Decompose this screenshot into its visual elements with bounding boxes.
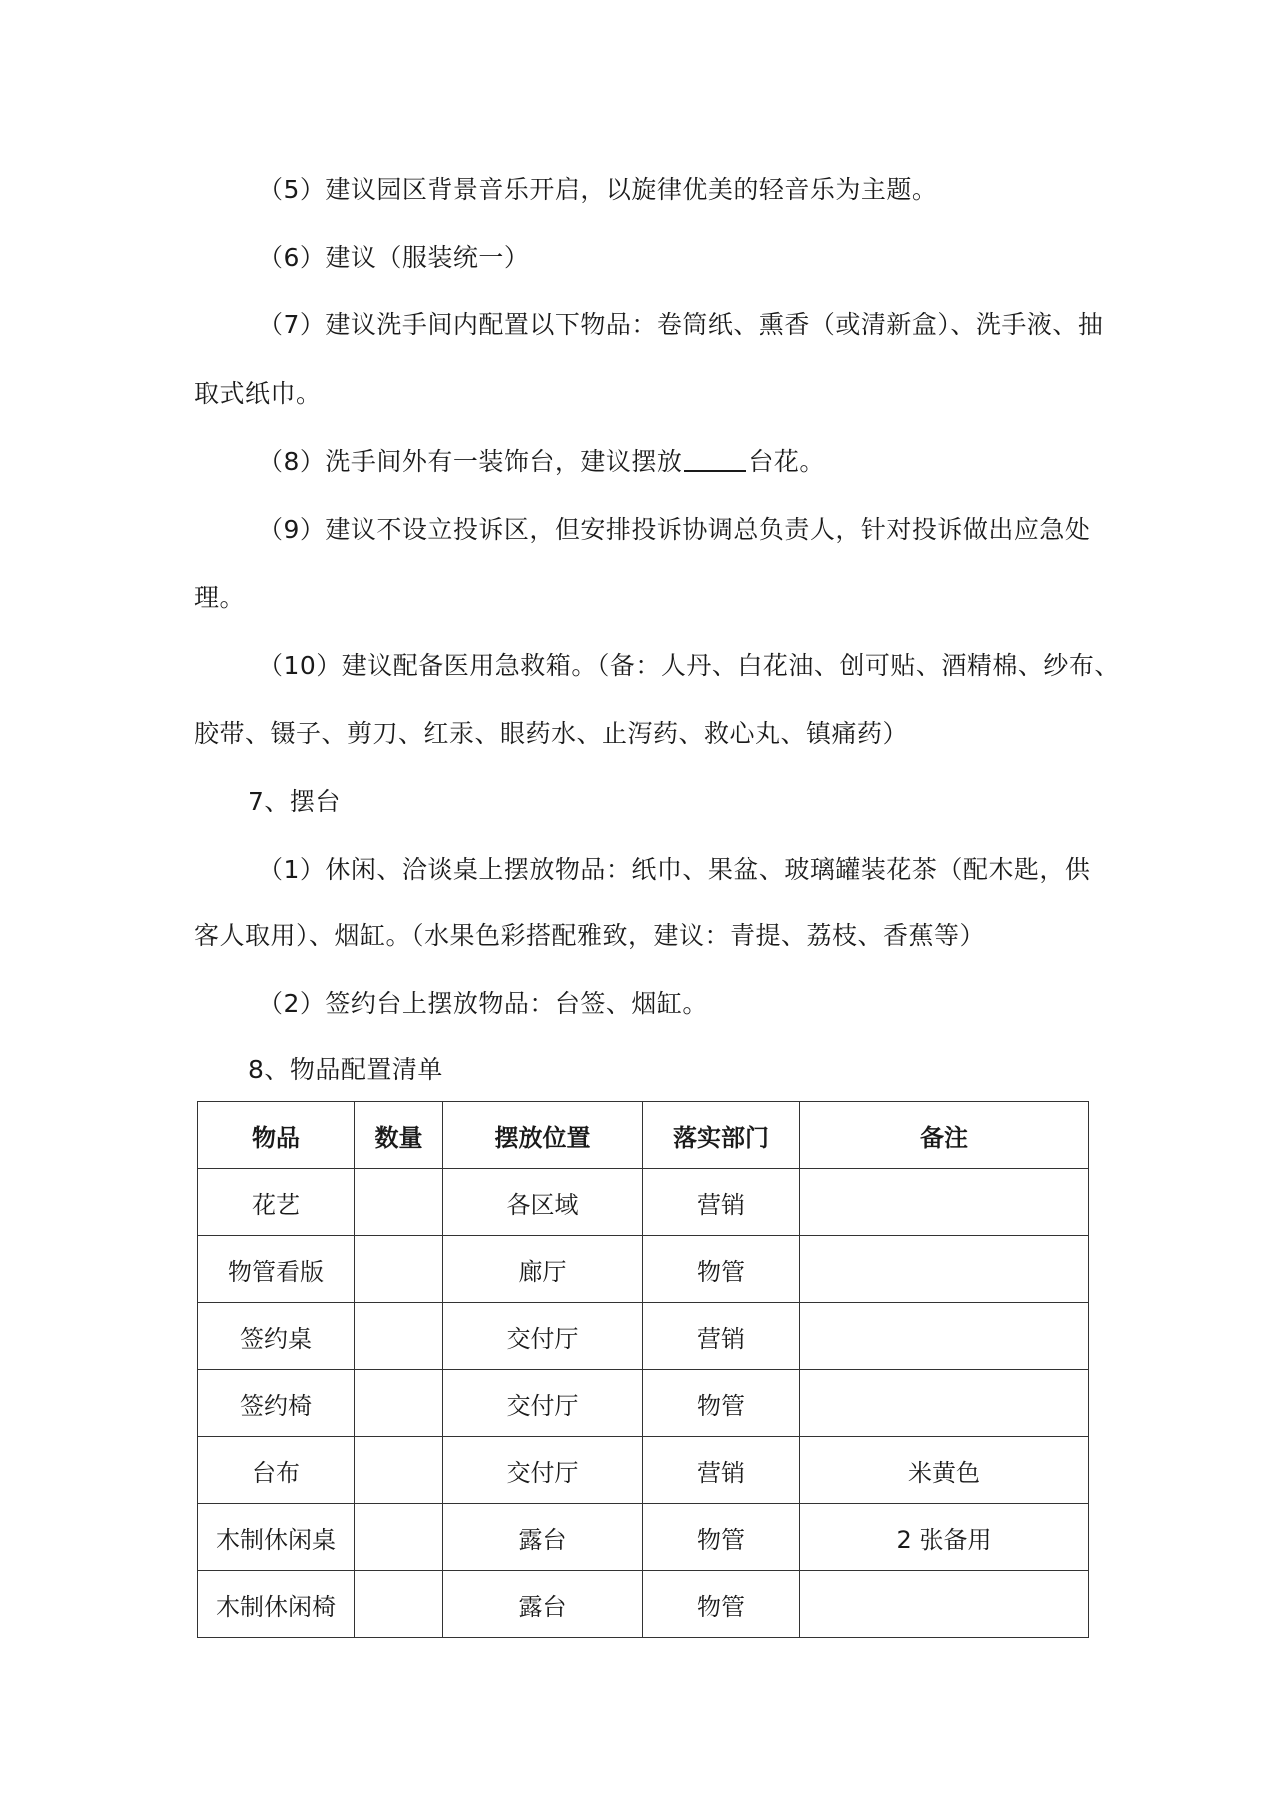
cell-remarks: 米黄色 bbox=[800, 1437, 1089, 1504]
cell-department: 物管 bbox=[643, 1504, 800, 1571]
header-item: 物品 bbox=[198, 1102, 355, 1169]
table-row bbox=[198, 1169, 1089, 1236]
section-7-heading: 7、摆台 bbox=[248, 787, 341, 816]
cell-department: 物管 bbox=[643, 1370, 800, 1437]
cell-item: 木制休闲椅 bbox=[198, 1571, 355, 1638]
section-7-item-1-line-2: 客人取用）、烟缸。（水果色彩搭配雅致，建议：青提、荔枝、香蕉等） bbox=[194, 921, 986, 950]
table-row bbox=[198, 1236, 1089, 1303]
table-row bbox=[198, 1571, 1089, 1638]
table-row bbox=[198, 1437, 1089, 1504]
paragraph-9-line-2: 理。 bbox=[194, 583, 246, 612]
cell-quantity bbox=[355, 1236, 443, 1303]
table-row bbox=[198, 1504, 1089, 1571]
paragraph-6: （6）建议（服装统一） bbox=[258, 243, 530, 272]
header-department: 落实部门 bbox=[643, 1102, 800, 1169]
cell-remarks: 2 张备用 bbox=[800, 1504, 1089, 1571]
fill-in-blank bbox=[684, 446, 746, 472]
cell-remarks bbox=[800, 1303, 1089, 1370]
cell-remarks bbox=[800, 1236, 1089, 1303]
cell-location: 交付厅 bbox=[443, 1303, 643, 1370]
cell-quantity bbox=[355, 1370, 443, 1437]
cell-item: 物管看版 bbox=[198, 1236, 355, 1303]
paragraph-8-text-after: 台花。 bbox=[748, 447, 825, 476]
cell-department: 营销 bbox=[643, 1437, 800, 1504]
paragraph-10-line-2: 胶带、镊子、剪刀、红汞、眼药水、止泻药、救心丸、镇痛药） bbox=[194, 719, 909, 748]
cell-location: 交付厅 bbox=[443, 1437, 643, 1504]
item-configuration-table bbox=[197, 1101, 1089, 1638]
cell-remarks bbox=[800, 1169, 1089, 1236]
paragraph-8-text-before: （8）洗手间外有一装饰台，建议摆放 bbox=[258, 447, 683, 476]
cell-item: 花艺 bbox=[198, 1169, 355, 1236]
paragraph-9-line-1: （9）建议不设立投诉区，但安排投诉协调总负责人，针对投诉做出应急处 bbox=[258, 515, 1091, 544]
paragraph-7-line-1: （7）建议洗手间内配置以下物品：卷筒纸、熏香（或清新盒）、洗手液、抽 bbox=[258, 310, 1104, 339]
paragraph-7-line-2: 取式纸巾。 bbox=[194, 379, 322, 408]
cell-location: 廊厅 bbox=[443, 1236, 643, 1303]
cell-quantity bbox=[355, 1571, 443, 1638]
section-8-heading: 8、物品配置清单 bbox=[248, 1055, 443, 1084]
header-quantity: 数量 bbox=[355, 1102, 443, 1169]
cell-department: 物管 bbox=[643, 1236, 800, 1303]
paragraph-5: （5）建议园区背景音乐开启，以旋律优美的轻音乐为主题。 bbox=[258, 175, 938, 204]
cell-department: 营销 bbox=[643, 1303, 800, 1370]
cell-location: 交付厅 bbox=[443, 1370, 643, 1437]
cell-location: 露台 bbox=[443, 1571, 643, 1638]
cell-item: 签约椅 bbox=[198, 1370, 355, 1437]
cell-quantity bbox=[355, 1303, 443, 1370]
cell-quantity bbox=[355, 1504, 443, 1571]
cell-quantity bbox=[355, 1169, 443, 1236]
cell-location: 露台 bbox=[443, 1504, 643, 1571]
cell-item: 签约桌 bbox=[198, 1303, 355, 1370]
section-7-item-1-line-1: （1）休闲、洽谈桌上摆放物品：纸巾、果盆、玻璃罐装花茶（配木匙，供 bbox=[258, 855, 1091, 884]
cell-item: 木制休闲桌 bbox=[198, 1504, 355, 1571]
table-row bbox=[198, 1370, 1089, 1437]
cell-quantity bbox=[355, 1437, 443, 1504]
cell-remarks bbox=[800, 1571, 1089, 1638]
paragraph-8 bbox=[258, 445, 825, 479]
header-remarks: 备注 bbox=[800, 1102, 1089, 1169]
header-location: 摆放位置 bbox=[443, 1102, 643, 1169]
paragraph-10-line-1: （10）建议配备医用急救箱。（备：人丹、白花油、创可贴、酒精棉、纱布、 bbox=[258, 651, 1120, 680]
table-row bbox=[198, 1303, 1089, 1370]
section-7-item-2: （2）签约台上摆放物品：台签、烟缸。 bbox=[258, 989, 708, 1018]
cell-department: 营销 bbox=[643, 1169, 800, 1236]
cell-location: 各区域 bbox=[443, 1169, 643, 1236]
cell-item: 台布 bbox=[198, 1437, 355, 1504]
table-header-row bbox=[198, 1102, 1089, 1169]
cell-remarks bbox=[800, 1370, 1089, 1437]
cell-department: 物管 bbox=[643, 1571, 800, 1638]
